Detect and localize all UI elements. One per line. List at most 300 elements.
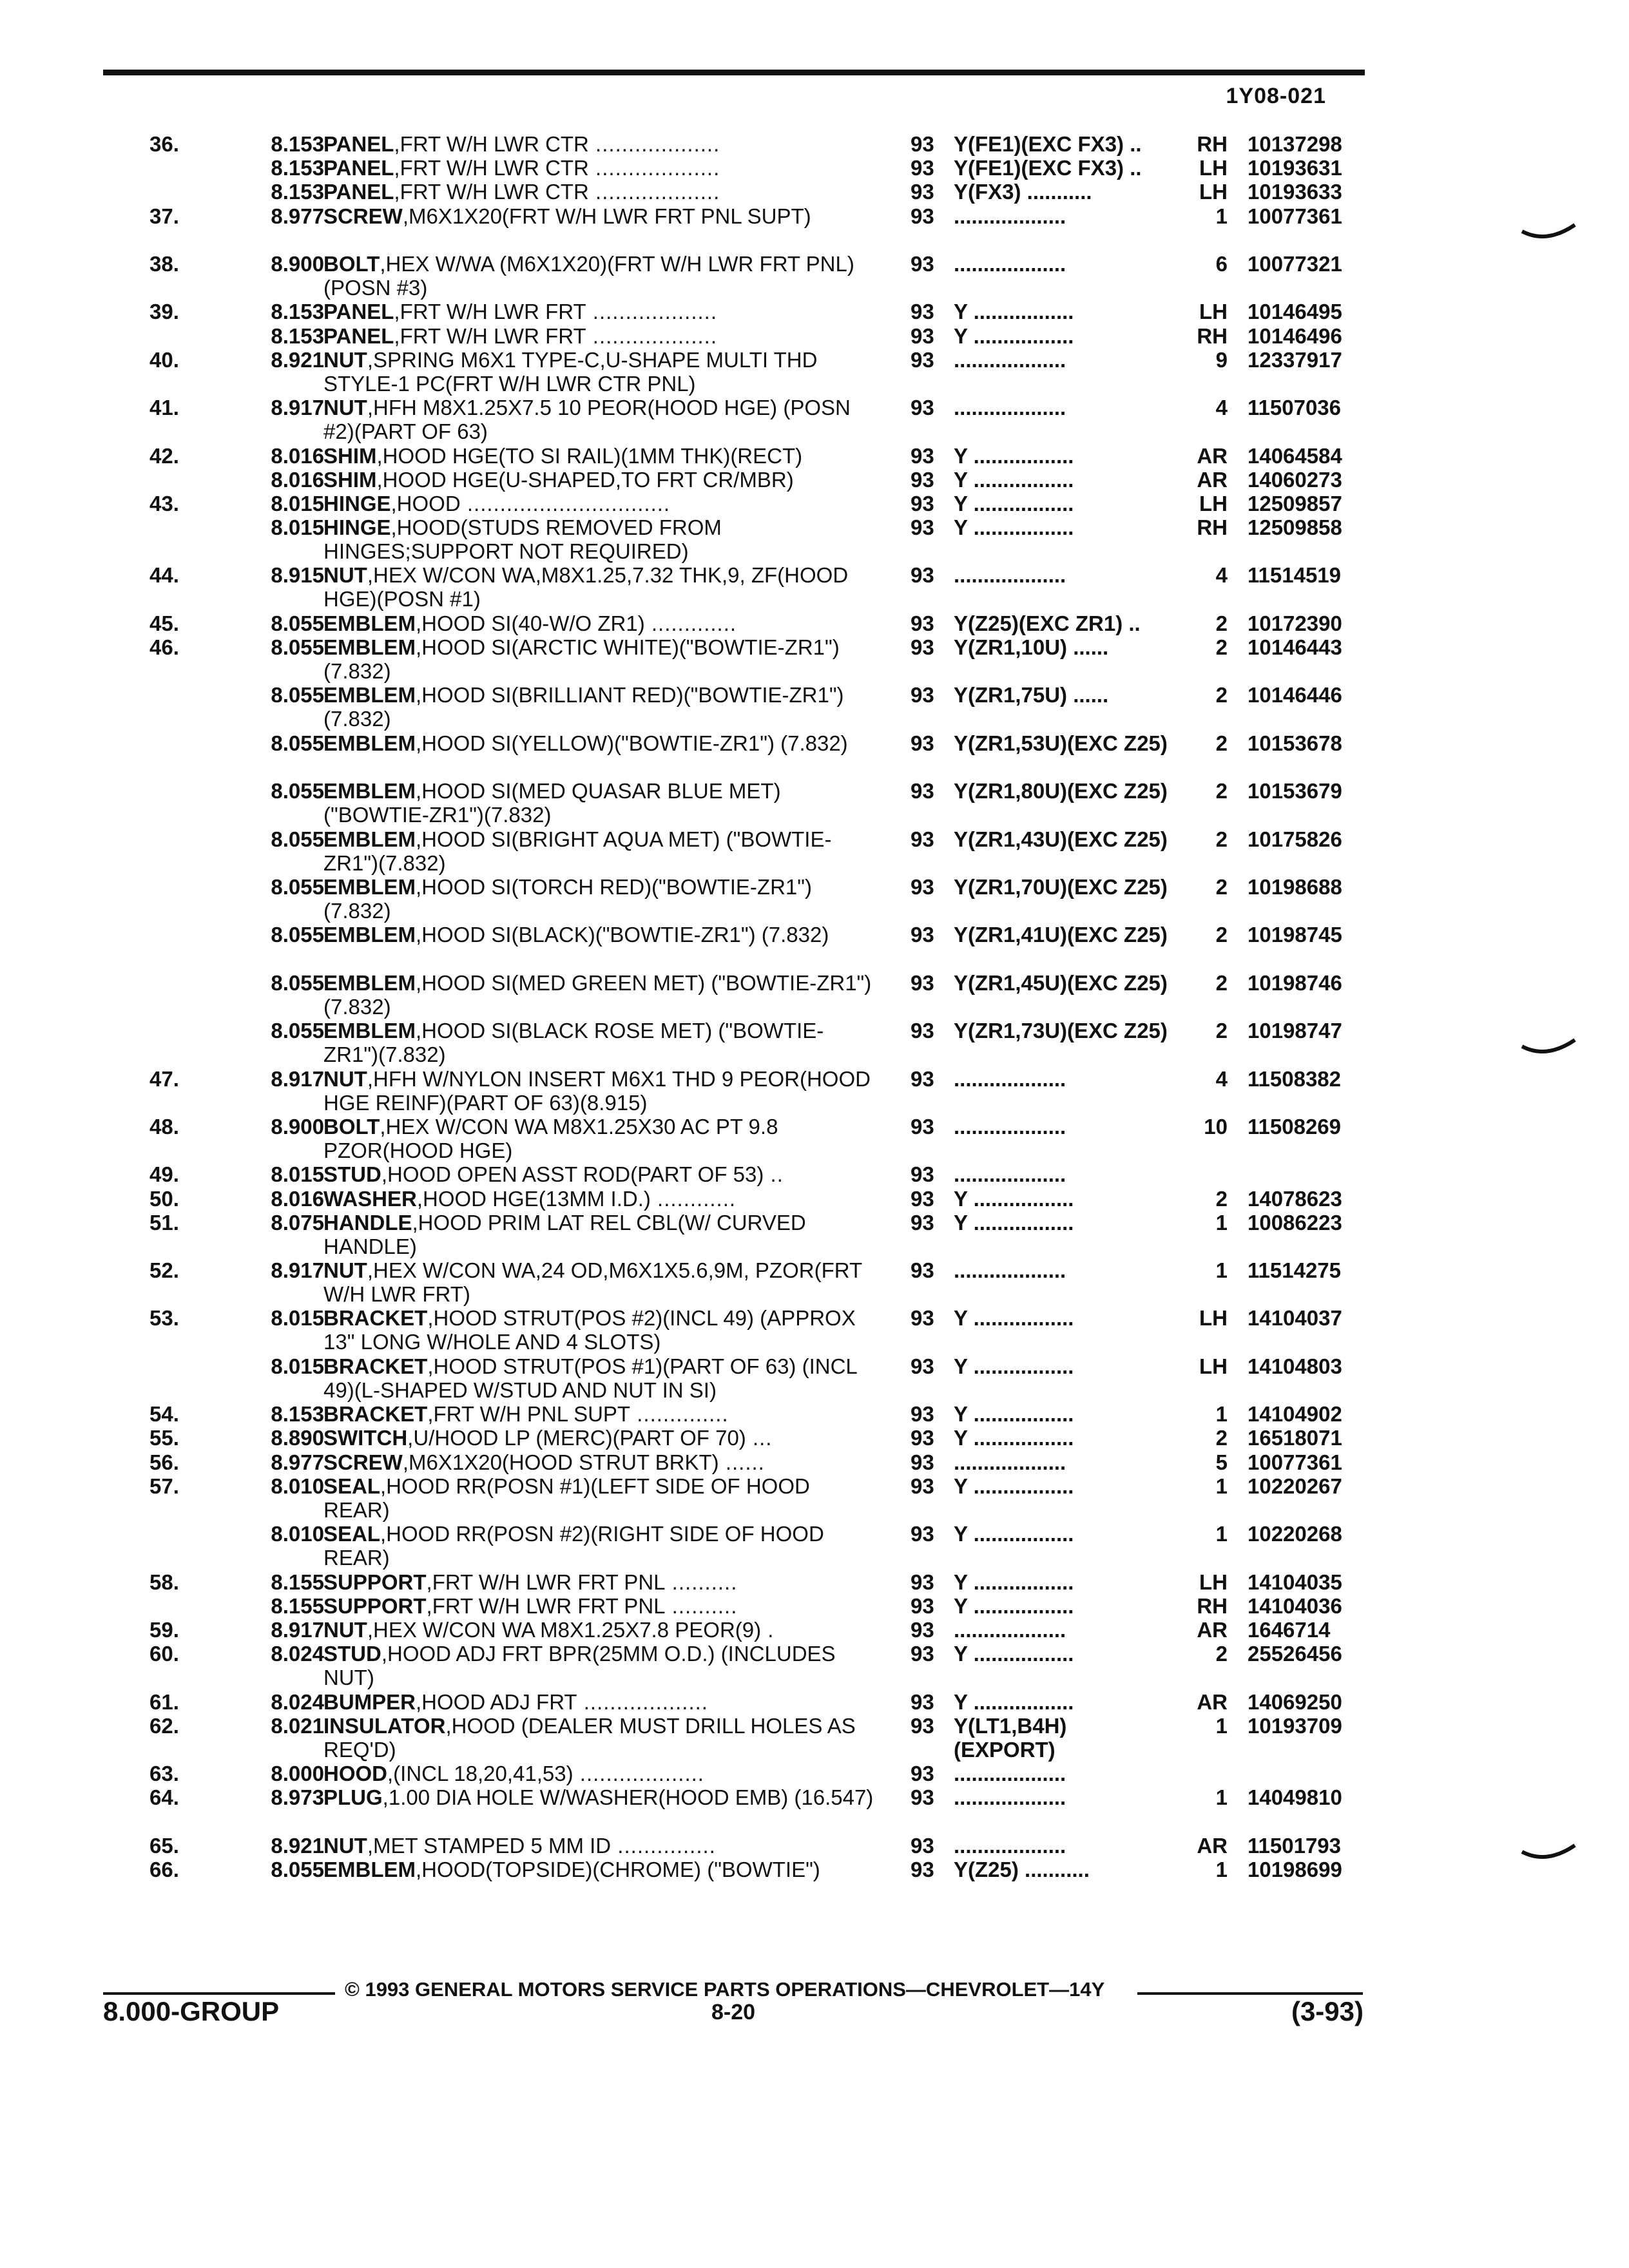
leader-dots: ................... — [588, 156, 720, 180]
part-number: 10077361 — [1248, 1450, 1342, 1474]
usage-options — [954, 1162, 1173, 1186]
usage-option-text: Y ................. — [954, 443, 1074, 468]
part-description — [323, 1067, 878, 1115]
part-detail: ,FRT W/H LWR FRT — [394, 300, 586, 324]
part-detail: ,SPRING M6X1 TYPE-C,U-SHAPE MULTI THD STYLE-1 PC(FRT W/H LWR CTR PNL) — [323, 347, 818, 396]
part-detail: ,HOOD SI(BLACK ROSE MET) ("BOWTIE-ZR1")(7.832) — [323, 1019, 824, 1067]
item-number: 50. — [149, 1186, 179, 1211]
usage-options — [954, 1570, 1173, 1594]
parts-row — [0, 731, 1629, 779]
part-number: 10086223 — [1248, 1210, 1342, 1235]
part-name: HINGE — [323, 491, 391, 515]
part-name: NUT — [323, 1617, 367, 1642]
usage-option-text: Y ................. — [954, 1642, 1074, 1666]
parts-row — [0, 1426, 1629, 1450]
item-number: 65. — [149, 1833, 179, 1858]
usage-option-text: Y ................. — [954, 300, 1074, 324]
usage-options — [954, 1858, 1173, 1881]
usage-options — [954, 971, 1173, 995]
margin-binder-mark-icon — [1521, 222, 1576, 248]
part-detail: ,FRT W/H LWR CTR — [394, 180, 589, 204]
usage-options — [954, 1402, 1173, 1426]
model-year: 93 — [911, 1833, 934, 1858]
group-number: 8.015 — [271, 515, 324, 540]
part-detail: ,HOOD RR(POSN #1)(LEFT SIDE OF HOOD REAR) — [323, 1474, 810, 1522]
usage-option-text: ................... — [954, 1785, 1066, 1810]
group-number: 8.917 — [271, 1258, 324, 1283]
model-year: 93 — [911, 1450, 934, 1474]
part-number: 10077361 — [1248, 204, 1342, 228]
parts-row — [0, 1306, 1629, 1354]
usage-options — [954, 1594, 1173, 1618]
leader-dots: ............ — [650, 1186, 737, 1211]
part-name: NUT — [323, 396, 367, 420]
item-number: 40. — [149, 347, 179, 372]
quantity: 6 — [1215, 251, 1228, 276]
part-detail: ,FRT W/H LWR FRT — [394, 323, 586, 348]
model-year: 93 — [911, 970, 934, 995]
part-detail: ,HEX W/WA (M6X1X20)(FRT W/H LWR FRT PNL)(POSN #3) — [323, 251, 854, 300]
footer-rule-left — [103, 1992, 335, 1995]
leader-dots: .......... — [665, 1593, 738, 1618]
part-description — [323, 300, 878, 323]
part-detail: ,M6X1X20(FRT W/H LWR FRT PNL SUPT) — [402, 204, 811, 228]
part-number: 10146443 — [1248, 635, 1342, 660]
usage-option-text: Y ................. — [954, 1593, 1074, 1618]
group-number: 8.010 — [271, 1522, 324, 1546]
group-number: 8.921 — [271, 1833, 324, 1858]
usage-options — [954, 1690, 1173, 1714]
margin-binder-mark-icon — [1521, 1843, 1576, 1869]
quantity: 4 — [1215, 396, 1228, 420]
item-number: 56. — [149, 1450, 179, 1474]
usage-option-text: ................... — [954, 1833, 1066, 1858]
usage-options — [954, 1187, 1173, 1211]
group-number: 8.055 — [271, 731, 324, 755]
group-number: 8.055 — [271, 923, 324, 947]
part-number: 10198747 — [1248, 1019, 1342, 1043]
item-number: 57. — [149, 1474, 179, 1498]
item-number: 55. — [149, 1426, 179, 1450]
part-description — [323, 683, 878, 731]
part-number: 10153679 — [1248, 779, 1342, 803]
part-detail: ,HOOD(TOPSIDE)(CHROME) ("BOWTIE") — [416, 1857, 820, 1881]
part-number: 14104036 — [1248, 1593, 1342, 1618]
part-description — [323, 396, 878, 443]
parts-row — [0, 1618, 1629, 1642]
model-year: 93 — [911, 1019, 934, 1043]
parts-row — [0, 1570, 1629, 1594]
part-detail: ,HOOD PRIM LAT REL CBL(W/ CURVED HANDLE) — [323, 1210, 806, 1258]
usage-option-text: Y(FE1)(EXC FX3) .. — [954, 156, 1142, 180]
parts-row — [0, 1762, 1629, 1785]
parts-row — [0, 444, 1629, 468]
usage-option-text: Y(ZR1,43U)(EXC Z25) — [954, 827, 1168, 851]
parts-row — [0, 923, 1629, 970]
model-year: 93 — [911, 1402, 934, 1427]
part-description — [323, 1642, 878, 1689]
group-number: 8.015 — [271, 1354, 324, 1378]
part-description — [323, 1834, 878, 1858]
part-description — [323, 827, 878, 875]
parts-row — [0, 875, 1629, 923]
usage-option-text: Y ................. — [954, 1522, 1074, 1546]
part-detail: ,HOOD HGE(13MM I.D.) — [416, 1186, 651, 1211]
parts-row — [0, 132, 1629, 156]
part-name: STUD — [323, 1642, 381, 1666]
usage-option-text: ................... — [954, 1617, 1066, 1642]
parts-row — [0, 611, 1629, 635]
quantity: 1 — [1215, 1522, 1228, 1546]
parts-row — [0, 156, 1629, 180]
copyright-notice: © 1993 GENERAL MOTORS SERVICE PARTS OPERATIONS—CHEVROLET—14Y — [345, 1978, 1105, 2001]
quantity: RH — [1197, 323, 1228, 348]
item-number: 44. — [149, 563, 179, 588]
group-number: 8.075 — [271, 1210, 324, 1235]
usage-options — [954, 348, 1173, 372]
usage-options — [954, 492, 1173, 515]
parts-row — [0, 300, 1629, 323]
part-number: 11501793 — [1248, 1833, 1342, 1858]
group-number: 8.016 — [271, 443, 324, 468]
parts-row — [0, 492, 1629, 515]
parts-row — [0, 827, 1629, 875]
usage-option-text: Y ................. — [954, 491, 1074, 515]
part-description — [323, 156, 878, 180]
part-description — [323, 1450, 878, 1474]
part-detail: ,MET STAMPED 5 MM ID — [367, 1833, 612, 1858]
group-number: 8.055 — [271, 874, 324, 899]
footer-rule-right — [1137, 1992, 1363, 1995]
group-number: 8.973 — [271, 1785, 324, 1810]
part-name: INSULATOR — [323, 1713, 446, 1738]
model-year: 93 — [911, 1522, 934, 1546]
model-year: 93 — [911, 156, 934, 180]
quantity: 4 — [1215, 1066, 1228, 1091]
part-detail: ,FRT W/H LWR CTR — [394, 156, 589, 180]
parts-row — [0, 1690, 1629, 1714]
group-number: 8.015 — [271, 491, 324, 515]
model-year: 93 — [911, 467, 934, 492]
leader-dots: ...... — [718, 1450, 765, 1474]
leader-dots: ... — [746, 1426, 773, 1450]
part-name: BRACKET — [323, 1402, 428, 1427]
part-description — [323, 1115, 878, 1162]
part-number: 1646714 — [1248, 1617, 1331, 1642]
part-detail: ,HEX W/CON WA,M8X1.25,7.32 THK,9, ZF(HOOD HGE)(POSN #1) — [323, 563, 849, 611]
usage-option-text: Y ................. — [954, 1426, 1074, 1450]
quantity: RH — [1197, 132, 1228, 156]
part-number: 14078623 — [1248, 1186, 1342, 1211]
part-number: 14104902 — [1248, 1402, 1342, 1427]
item-number: 41. — [149, 396, 179, 420]
part-description — [323, 132, 878, 156]
parts-row — [0, 1714, 1629, 1762]
usage-options — [954, 468, 1173, 492]
part-number: 14104035 — [1248, 1570, 1342, 1594]
leader-dots: . — [761, 1617, 775, 1642]
part-detail: ,HOOD HGE(TO SI RAIL)(1MM THK)(RECT) — [376, 443, 803, 468]
usage-option-text: Y(Z25) ........... — [954, 1857, 1090, 1881]
part-name: EMBLEM — [323, 731, 416, 755]
part-detail: ,HOOD SI(BRILLIANT RED)("BOWTIE-ZR1")(7.832) — [323, 683, 844, 731]
part-description — [323, 324, 878, 348]
model-year: 93 — [911, 1426, 934, 1450]
part-detail: ,HOOD SI(BLACK)("BOWTIE-ZR1") (7.832) — [416, 923, 829, 947]
part-number: 10193631 — [1248, 156, 1342, 180]
part-number: 11514519 — [1248, 563, 1342, 588]
usage-option-text: Y ................. — [954, 323, 1074, 348]
part-number: 11514275 — [1248, 1258, 1342, 1283]
group-number: 8.153 — [271, 156, 324, 180]
usage-option-text: ................... — [954, 251, 1066, 276]
usage-options — [954, 300, 1173, 323]
model-year: 93 — [911, 1689, 934, 1714]
part-number: 10193633 — [1248, 180, 1342, 204]
part-description — [323, 1306, 878, 1354]
model-year: 93 — [911, 300, 934, 324]
quantity: AR — [1197, 1617, 1228, 1642]
leader-dots: ................... — [588, 180, 720, 204]
usage-options — [954, 1522, 1173, 1546]
model-year: 93 — [911, 1713, 934, 1738]
part-detail: ,M6X1X20(HOOD STRUT BRKT) — [402, 1450, 719, 1474]
model-year: 93 — [911, 180, 934, 204]
group-number: 8.015 — [271, 1306, 324, 1331]
part-detail: ,HOOD SI(YELLOW)("BOWTIE-ZR1") (7.832) — [416, 731, 848, 755]
part-description — [323, 180, 878, 204]
part-name: HANDLE — [323, 1210, 412, 1235]
item-number: 49. — [149, 1162, 179, 1187]
leader-dots: ................... — [586, 300, 717, 324]
item-number: 58. — [149, 1570, 179, 1594]
part-number: 14104037 — [1248, 1306, 1342, 1331]
usage-options — [954, 1067, 1173, 1091]
quantity: 9 — [1215, 347, 1228, 372]
part-name: NUT — [323, 1066, 367, 1091]
group-number: 8.055 — [271, 635, 324, 660]
model-year: 93 — [911, 204, 934, 228]
item-number: 62. — [149, 1713, 179, 1738]
model-year: 93 — [911, 611, 934, 635]
item-number: 64. — [149, 1785, 179, 1810]
usage-options — [954, 132, 1173, 156]
parts-row — [0, 1115, 1629, 1162]
usage-option-text: ................... — [954, 347, 1066, 372]
part-name: EMBLEM — [323, 611, 416, 635]
usage-option-text: Y(FE1)(EXC FX3) .. — [954, 132, 1142, 156]
model-year: 93 — [911, 923, 934, 947]
usage-option-text: ................... — [954, 1066, 1066, 1091]
part-number: 11508269 — [1248, 1114, 1342, 1139]
usage-option-text: Y(Z25)(EXC ZR1) .. — [954, 611, 1141, 635]
group-number: 8.021 — [271, 1713, 324, 1738]
item-number: 52. — [149, 1258, 179, 1283]
part-description — [323, 1618, 878, 1642]
parts-list — [0, 132, 1629, 1905]
parts-row — [0, 1162, 1629, 1186]
part-description — [323, 635, 878, 683]
part-number: 14049810 — [1248, 1785, 1342, 1810]
usage-options — [954, 1450, 1173, 1474]
usage-options — [954, 515, 1173, 539]
usage-option-text: Y ................. — [954, 1689, 1074, 1714]
usage-option-text: Y ................. — [954, 1354, 1074, 1378]
quantity: 2 — [1215, 827, 1228, 851]
leader-dots: ................... — [586, 323, 717, 348]
item-number: 36. — [149, 132, 179, 156]
model-year: 93 — [911, 1066, 934, 1091]
parts-row — [0, 1450, 1629, 1474]
part-name: STUD — [323, 1162, 381, 1187]
parts-row — [0, 324, 1629, 348]
part-number: 10153678 — [1248, 731, 1342, 755]
usage-options — [954, 1618, 1173, 1642]
part-number: 10198746 — [1248, 970, 1342, 995]
part-number: 10220267 — [1248, 1474, 1342, 1498]
part-detail: ,HOOD SI(BRIGHT AQUA MET) ("BOWTIE-ZR1")(7.832) — [323, 827, 832, 875]
part-detail: ,HEX W/CON WA M8X1.25X7.8 PEOR(9) — [367, 1617, 762, 1642]
usage-option-text: Y(ZR1,80U)(EXC Z25) — [954, 779, 1168, 803]
part-number: 12509858 — [1248, 515, 1342, 540]
part-number: 14069250 — [1248, 1689, 1342, 1714]
quantity: AR — [1197, 1689, 1228, 1714]
revision-date: (3-93) — [1291, 1996, 1364, 2026]
parts-row — [0, 1785, 1629, 1833]
usage-options — [954, 563, 1173, 587]
usage-option-text: Y(ZR1,73U)(EXC Z25) — [954, 1019, 1168, 1043]
usage-options — [954, 923, 1173, 947]
model-year: 93 — [911, 1114, 934, 1139]
usage-options — [954, 180, 1173, 204]
usage-option-text: Y ................. — [954, 1210, 1074, 1235]
usage-option-text: Y(LT1,B4H) (EXPORT) — [954, 1713, 1067, 1762]
group-number: 8.977 — [271, 1450, 324, 1474]
part-description — [323, 1354, 878, 1402]
part-name: WASHER — [323, 1186, 417, 1211]
group-number: 8.155 — [271, 1570, 324, 1594]
part-description — [323, 1187, 878, 1211]
item-number: 48. — [149, 1114, 179, 1139]
margin-binder-mark-icon — [1521, 1037, 1576, 1063]
model-year: 93 — [911, 827, 934, 851]
part-description — [323, 563, 878, 611]
model-year: 93 — [911, 731, 934, 755]
quantity: 1 — [1215, 1713, 1228, 1738]
quantity: 2 — [1215, 1019, 1228, 1043]
part-description — [323, 1858, 878, 1881]
part-name: BOLT — [323, 1114, 380, 1139]
parts-row — [0, 1402, 1629, 1426]
part-name: SUPPORT — [323, 1570, 427, 1594]
parts-row — [0, 180, 1629, 204]
part-number: 14064584 — [1248, 443, 1342, 468]
model-year: 93 — [911, 874, 934, 899]
usage-options — [954, 1474, 1173, 1498]
part-detail: ,HOOD RR(POSN #2)(RIGHT SIDE OF HOOD REAR) — [323, 1522, 824, 1570]
part-description — [323, 492, 878, 515]
parts-row — [0, 563, 1629, 611]
part-description — [323, 1019, 878, 1066]
top-rule — [103, 70, 1365, 75]
part-detail: ,HOOD SI(MED GREEN MET) ("BOWTIE-ZR1")(7.832) — [323, 970, 872, 1019]
quantity: 1 — [1215, 1258, 1228, 1283]
part-description — [323, 204, 878, 228]
quantity: 1 — [1215, 1474, 1228, 1498]
item-number: 46. — [149, 635, 179, 660]
part-description — [323, 1522, 878, 1570]
part-description — [323, 1570, 878, 1594]
part-detail: ,FRT W/H LWR CTR — [394, 132, 589, 156]
part-description — [323, 1211, 878, 1258]
part-detail: ,HOOD STRUT(POS #1)(PART OF 63) (INCL 49)(L-SHAPED W/STUD AND NUT IN SI) — [323, 1354, 857, 1402]
parts-row — [0, 1522, 1629, 1570]
model-year: 93 — [911, 1762, 934, 1786]
part-number: 14060273 — [1248, 467, 1342, 492]
group-number: 8.977 — [271, 204, 324, 228]
usage-options — [954, 1642, 1173, 1666]
quantity: 1 — [1215, 204, 1228, 228]
part-name: PANEL — [323, 180, 394, 204]
group-number: 8.055 — [271, 683, 324, 707]
part-number: 11508382 — [1248, 1066, 1342, 1091]
part-description — [323, 1258, 878, 1306]
part-number: 10146496 — [1248, 323, 1342, 348]
part-detail: ,HOOD(STUDS REMOVED FROM HINGES;SUPPORT NOT REQUIRED) — [323, 515, 722, 564]
part-number: 10146446 — [1248, 683, 1342, 707]
part-name: HINGE — [323, 515, 391, 540]
usage-option-text: Y(ZR1,53U)(EXC Z25) — [954, 731, 1168, 755]
usage-options — [954, 1306, 1173, 1330]
parts-row — [0, 1067, 1629, 1115]
group-number: 8.055 — [271, 611, 324, 635]
part-description — [323, 1474, 878, 1522]
model-year: 93 — [911, 1258, 934, 1283]
quantity: 1 — [1215, 1210, 1228, 1235]
parts-row — [0, 1642, 1629, 1689]
item-number: 66. — [149, 1857, 179, 1881]
usage-option-text: ................... — [954, 1258, 1066, 1283]
quantity: 2 — [1215, 635, 1228, 660]
part-description — [323, 1762, 878, 1785]
group-number: 8.155 — [271, 1593, 324, 1618]
part-description — [323, 348, 878, 396]
item-number: 60. — [149, 1642, 179, 1666]
model-year: 93 — [911, 1306, 934, 1331]
parts-row — [0, 1354, 1629, 1402]
quantity: 1 — [1215, 1785, 1228, 1810]
usage-option-text: ................... — [954, 1450, 1066, 1474]
usage-options — [954, 396, 1173, 419]
parts-row — [0, 468, 1629, 492]
part-name: EMBLEM — [323, 683, 416, 707]
item-number: 63. — [149, 1762, 179, 1786]
leader-dots: ................... — [577, 1689, 708, 1714]
usage-options — [954, 779, 1173, 803]
part-description — [323, 515, 878, 563]
model-year: 93 — [911, 1593, 934, 1618]
part-description — [323, 252, 878, 300]
part-detail: ,HOOD — [390, 491, 461, 515]
model-year: 93 — [911, 563, 934, 588]
model-year: 93 — [911, 251, 934, 276]
quantity: 10 — [1204, 1114, 1228, 1139]
part-description — [323, 923, 878, 947]
part-description — [323, 875, 878, 923]
model-year: 93 — [911, 396, 934, 420]
usage-options — [954, 1211, 1173, 1235]
usage-options — [954, 444, 1173, 468]
